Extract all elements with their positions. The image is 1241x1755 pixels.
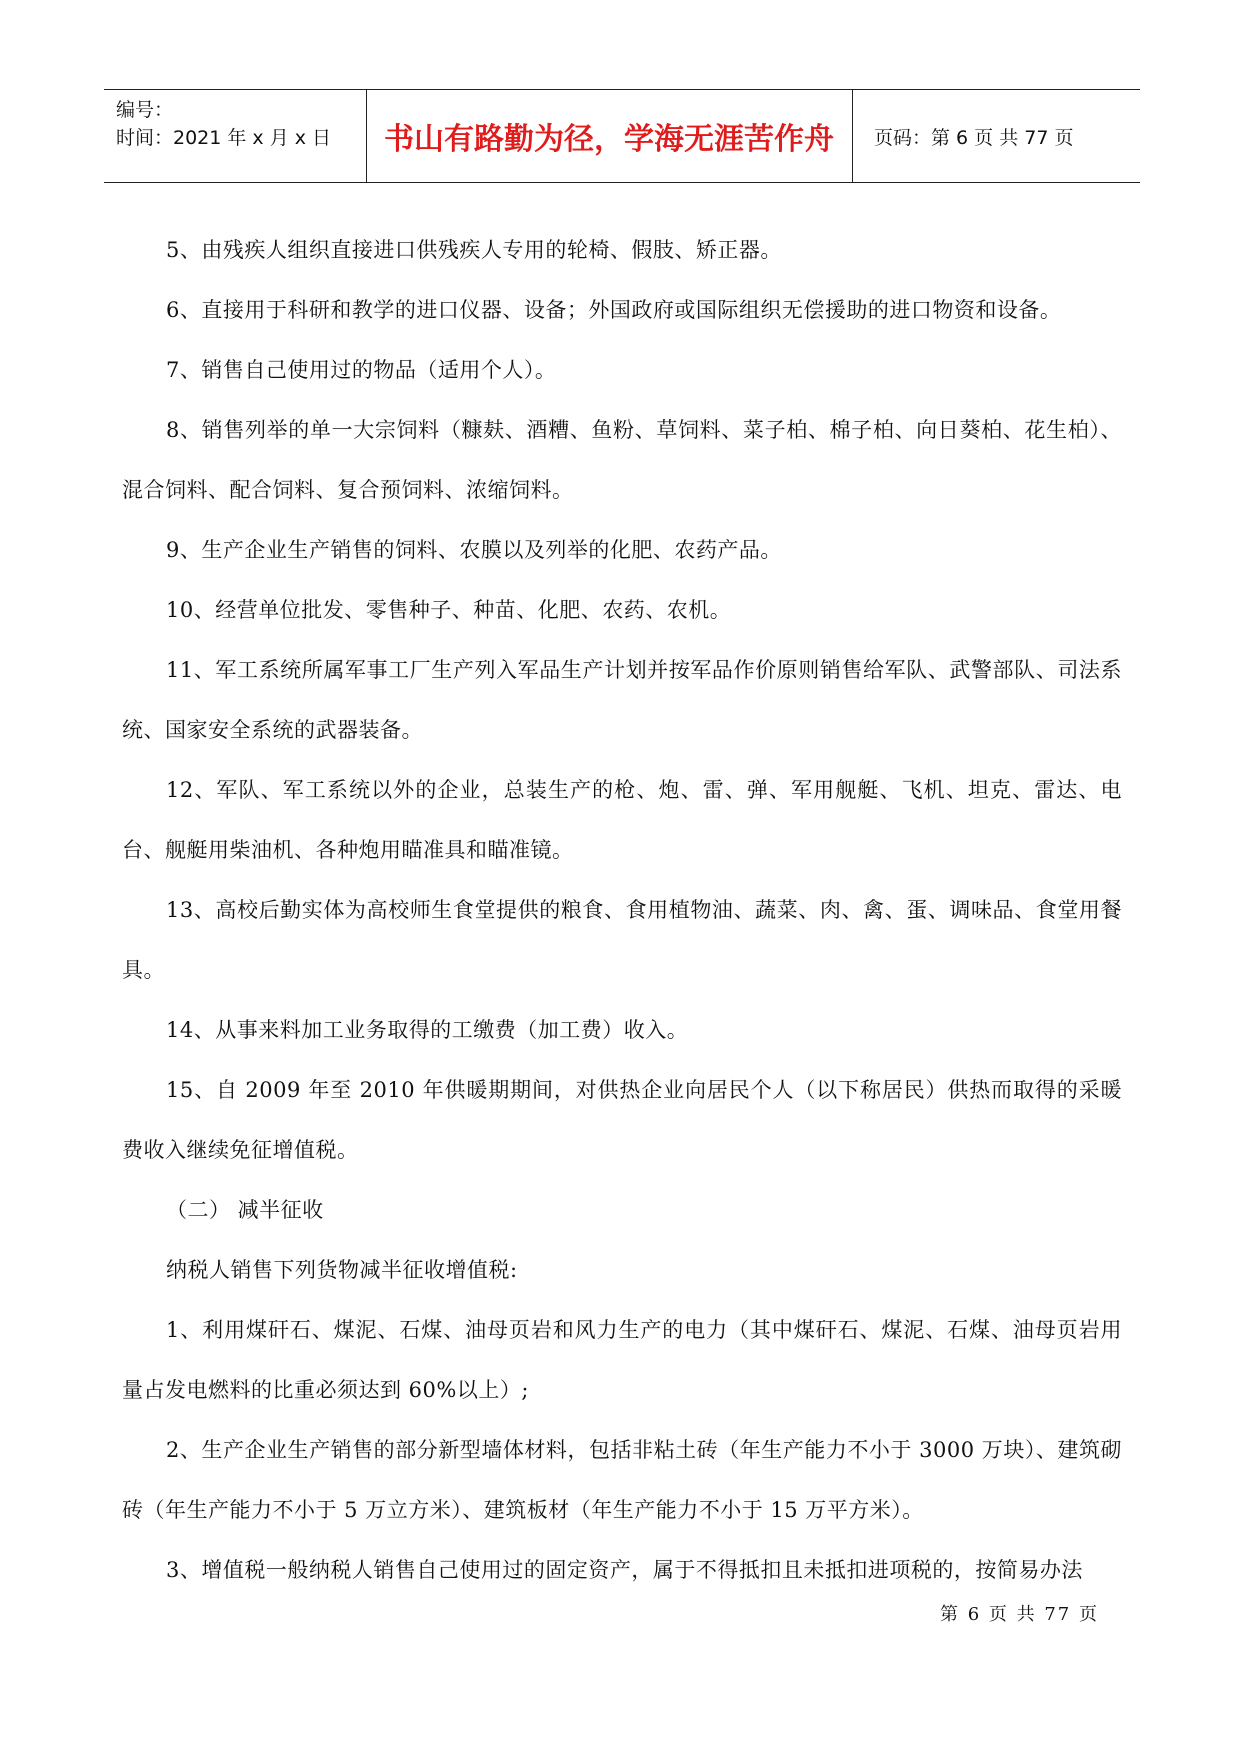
section-intro: 纳税人销售下列货物减半征收增值税: <box>166 1258 518 1282</box>
document-body <box>122 220 1122 1600</box>
paragraph-item-7: 7、销售自己使用过的物品（适用个人）。 <box>166 358 557 382</box>
paragraph-item-10: 10、经营单位批发、零售种子、种苗、化肥、农药、农机。 <box>166 598 732 622</box>
document-time-label: 时间：2021 年 x 月 x 日 <box>116 127 332 149</box>
paragraph-item-8: 8、销售列举的单一大宗饲料（糠麸、酒糟、鱼粉、草饲料、菜子柏、棉子柏、向日葵柏、花生柏）、混合饲料、配合饲料、复合预饲料、浓缩饲料。 <box>122 418 1122 502</box>
paragraph-item-15: 15、自 2009 年至 2010 年供暖期期间，对供热企业向居民个人（以下称居民）供热而取得的采暖费收入继续免征增值税。 <box>122 1078 1122 1162</box>
header-meta <box>116 96 366 152</box>
half-levy-item-2: 2、生产企业生产销售的部分新型墙体材料，包括非粘土砖（年生产能力不小于 3000 万块）、建筑砌砖（年生产能力不小于 5 万立方米）、建筑板材（年生产能力不小于 15 万平方米）。 <box>122 1438 1122 1522</box>
section-heading-half-levy: （二） 减半征收 <box>166 1198 324 1222</box>
half-levy-item-3: 3、增值税一般纳税人销售自己使用过的固定资产，属于不得抵扣且未抵扣进项税的，按简易办法 <box>166 1558 1083 1582</box>
paragraph-item-11: 11、军工系统所属军事工厂生产列入军品生产计划并按军品作价原则销售给军队、武警部队、司法系统、国家安全系统的武器装备。 <box>122 658 1122 742</box>
paragraph-item-12: 12、军队、军工系统以外的企业，总装生产的枪、炮、雷、弹、军用舰艇、飞机、坦克、雷达、电台、舰艇用柴油机、各种炮用瞄准具和瞄准镜。 <box>122 778 1122 862</box>
paragraph-item-9: 9、生产企业生产销售的饲料、农膜以及列举的化肥、农药产品。 <box>166 538 782 562</box>
header-page-code: 页码：第 6 页 共 77 页 <box>874 126 1074 149</box>
paragraph-item-13: 13、高校后勤实体为高校师生食堂提供的粮食、食用植物油、蔬菜、肉、禽、蛋、调味品、食堂用餐具。 <box>122 898 1122 982</box>
paragraph-item-5: 5、由残疾人组织直接进口供残疾人专用的轮椅、假肢、矫正器。 <box>166 238 782 262</box>
header-motto: 书山有路勤为径，学海无涯苦作舟 <box>384 122 834 157</box>
paragraph-item-6: 6、直接用于科研和教学的进口仪器、设备；外国政府或国际组织无偿援助的进口物资和设备。 <box>166 298 1062 322</box>
page-header <box>104 89 1140 183</box>
half-levy-item-1: 1、利用煤矸石、煤泥、石煤、油母页岩和风力生产的电力（其中煤矸石、煤泥、石煤、油母页岩用量占发电燃料的比重必须达到 60%以上）; <box>122 1318 1122 1402</box>
document-number-label: 编号： <box>116 99 174 121</box>
page-footer-number: 第 6 页 共 77 页 <box>940 1604 1099 1625</box>
paragraph-item-14: 14、从事来料加工业务取得的工缴费（加工费）收入。 <box>166 1018 689 1042</box>
header-divider-right <box>852 90 853 182</box>
